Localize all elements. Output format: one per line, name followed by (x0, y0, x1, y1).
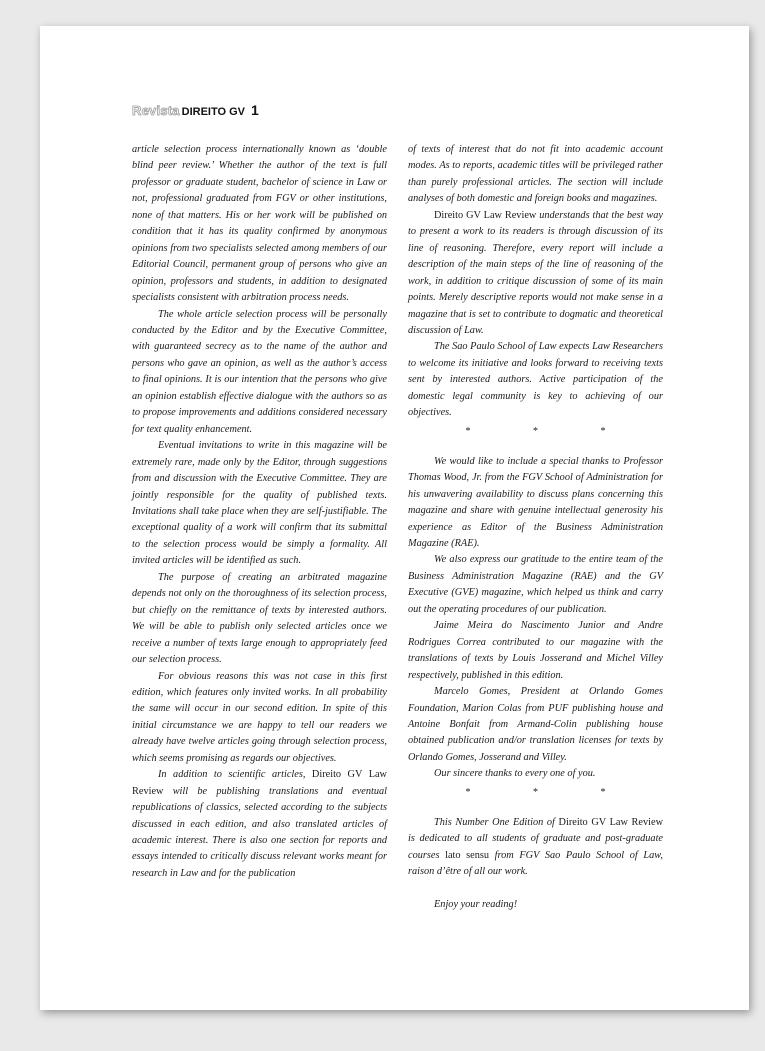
paragraph: Our sincere thanks to every one of you. (434, 768, 596, 780)
paragraph: Eventual invitations to write in this magazine will be extremely rare, made only by the Editor, through suggestions from and discussion with the Executive Committee. They are jointly responsible for the quality of published texts. Invitations shall take place when they are self-justifiable. The exceptional quality of a work will confirm that its submittal to the selection process would be simply a formality. All invited articles will be identified as such. (132, 440, 387, 567)
paragraph: of texts of interest that do not fit into academic account modes. As to reports, academic titles will be privileged rather than purely professional articles. The section will include analyses of both domestic and foreign books and magazines. (408, 144, 663, 205)
paragraph: article selection process internationally known as ‘double blind peer review.’ Whether the author of the text is full professor or graduate student, bachelor of science in Law or not, professional graduated from FGV or other institutions, none of that matters. His or her work will be published on condition that it has its quality confirmed by anonymous opinions from two specialists selected among members of our Editorial Council, permanent group of persons who give an opinion, professors and students, in addition to designated specialists consistent with arbitration process needs. (132, 144, 387, 304)
magazine-logo-direito-gv: DIREITO GV (181, 106, 246, 118)
paragraph: The purpose of creating an arbitrated magazine depends not only on the thoroughness of its selection process, but chiefly on the remittance of texts by interested authors. We will be able to publish only selected articles once we receive a number of texts large enough to appropriately feed our selection process. (132, 571, 387, 666)
closing-line: Enjoy your reading! (434, 898, 518, 910)
latin-term: lato sensu (445, 849, 490, 861)
paragraph: Marcelo Gomes, President at Orlando Gomes Foundation, Marion Colas from PUF publishing house and Antoine Bonfait from Armand-Colin publishing house obtained publication and/or translation licenses for texts by Orlando Gomes, Josserand and Villey. (408, 686, 663, 763)
magazine-name: Direito GV Law Review (558, 816, 664, 828)
section-separator: * * * (465, 786, 636, 798)
paragraph: Jaime Meira do Nascimento Junior and Andre Rodrigues Correa contributed to our magazine with the translations of texts by Louis Josserand and Michel Villey respectively, published in this edition. (408, 620, 663, 681)
paragraph: We would like to include a special thanks to Professor Thomas Wood, Jr. from the FGV School of Administration for his unwavering availability to discuss plans concerning this magazine and share with genuine intellectual generosity his experience as Editor of the Business Administration Magazine (RAE). (408, 455, 663, 549)
magazine-logo-revista: Revista (132, 103, 180, 118)
paragraph: For obvious reasons this was not case in this first edition, which features only invited works. In all probability the same will occur in our second edition. In spite of this initial circumstance we are happy to tell our readers we already have twelve articles going through selection process, which seems promising as regards our objectives. (132, 670, 387, 764)
paragraph: We also express our gratitude to the entire team of the Business Administration Magazine (RAE) and the GV Executive (GVE) magazine, which helped us think and carry out the operating procedures of our publication. (408, 554, 663, 615)
text-column-right (408, 142, 663, 913)
document-page (40, 26, 749, 1010)
magazine-name: Direito GV Law Review (132, 769, 387, 797)
paragraph: This Number One Edition of Direito GV Law Review is dedicated to all students of graduate and post-graduate courses lato sensu from FGV Sao Paulo School of Law, raison d’être of all our work. (408, 816, 664, 878)
magazine-name: Direito GV Law Review (434, 209, 537, 221)
page-number: 1 (251, 102, 259, 118)
paragraph: In addition to scientific articles, Direito GV Law Review will be publishing translations and eventual republications of classics, selected according to the subjects discussed in each edition, and also translated articles of academic interest. There is also one section for reports and essays intended to critically discuss relevant works meant for research in Law and for the publication (132, 769, 387, 879)
running-header (132, 102, 259, 118)
text-column-left (132, 142, 387, 882)
paragraph: Direito GV Law Review understands that the best way to present a work to its readers is through discussion of its line of reasoning. Therefore, every report will include a description of the main steps of the line of reasoning of the work, in addition to critique discussion of some of its main points. Merely descriptive reports would not make sense in a magazine that is set to contribute to dogmatic and theoretical discussion of Law. (408, 209, 663, 336)
paragraph: The Sao Paulo School of Law expects Law Researchers to welcome its initiative and looks forward to receiving texts sent by interested authors. Active participation of the domestic legal community is key to achieving of our objectives. (408, 341, 663, 419)
paragraph: The whole article selection process will be personally conducted by the Editor and by the Executive Committee, with guaranteed secrecy as to the name of the author and persons who gave an opinion, as well as the author’s access to final opinions. It is our intention that the persons who give an opinion establish effective dialogue with the authors so as to propose improvements and additions considered necessary for text quality enhancement. (132, 308, 387, 435)
section-separator: * * * (465, 425, 636, 437)
